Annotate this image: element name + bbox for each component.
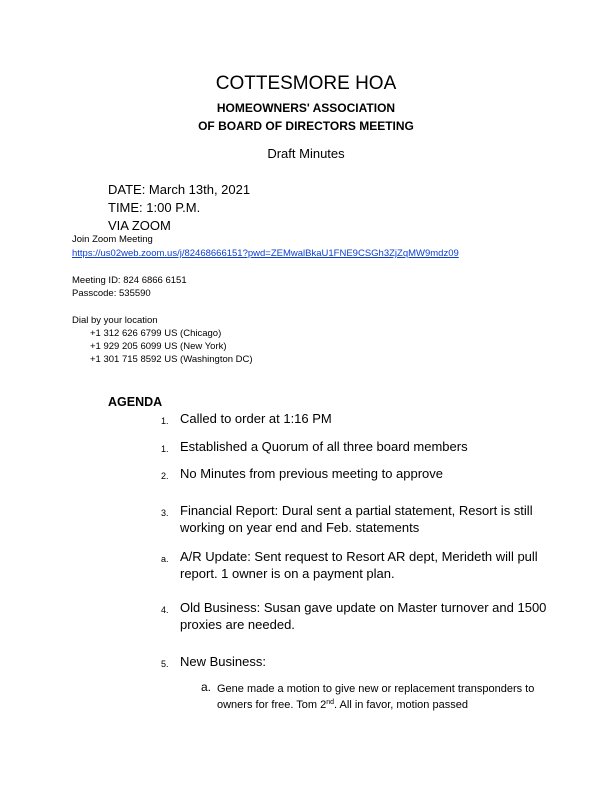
agenda-item-number: 1. <box>161 416 169 426</box>
dial-number: +1 312 626 6799 US (Chicago) <box>90 328 222 339</box>
sub-item-letter: a. <box>201 680 212 694</box>
agenda-item-number: 5. <box>161 659 169 669</box>
agenda-item-text: report. 1 owner is on a payment plan. <box>180 566 395 581</box>
agenda-item-number: 1. <box>161 444 169 454</box>
agenda-item-number: 3. <box>161 508 169 518</box>
meeting-id: Meeting ID: 824 6866 6151 <box>72 275 187 286</box>
agenda-item-text: No Minutes from previous meeting to approve <box>180 466 444 481</box>
draft-minutes-label: Draft Minutes <box>267 146 345 161</box>
agenda-item-number: 4. <box>161 605 169 615</box>
subtitle-line-1: HOMEOWNERS' ASSOCIATION <box>216 101 396 115</box>
agenda-item-text: New Business: <box>180 654 266 669</box>
sub-item-text <box>217 696 468 712</box>
zoom-link[interactable]: https://us02web.zoom.us/j/82468666151?pwd=ZEMwalBkaU1FNE9CSGh3ZjZqMW9mdz09 <box>72 248 459 259</box>
sub-item-text-part: owners for free. Tom 2 <box>217 699 327 711</box>
ordinal-suffix: nd <box>326 699 335 706</box>
agenda-item-text: A/R Update: Sent request to Resort AR dept, Merideth will pull <box>180 549 538 564</box>
agenda-item-text: proxies are needed. <box>180 617 295 632</box>
agenda-item-text: working on year end and Feb. statements <box>180 520 420 535</box>
agenda-item-number: 2. <box>161 471 169 481</box>
dial-number: +1 929 205 6099 US (New York) <box>90 341 227 352</box>
agenda-heading: AGENDA <box>108 395 163 409</box>
join-zoom-label: Join Zoom Meeting <box>72 234 153 245</box>
meeting-via: VIA ZOOM <box>108 218 171 233</box>
agenda-item-text: Established a Quorum of all three board members <box>180 439 468 454</box>
dial-number: +1 301 715 8592 US (Washington DC) <box>90 354 253 365</box>
sub-item-text-part: . All in favor, motion passed <box>334 699 468 711</box>
dial-label: Dial by your location <box>72 315 158 326</box>
passcode: Passcode: 535590 <box>72 288 151 299</box>
subtitle-line-2: OF BOARD OF DIRECTORS MEETING <box>198 119 414 133</box>
agenda-item-number: a. <box>161 554 169 564</box>
meeting-date: DATE: March 13th, 2021 <box>108 182 251 197</box>
agenda-item-text: Called to order at 1:16 PM <box>180 411 332 426</box>
sub-item-text: Gene made a motion to give new or replacement transponders to <box>217 683 535 695</box>
meeting-time: TIME: 1:00 P.M. <box>108 200 201 215</box>
agenda-item-text: Old Business: Susan gave update on Master turnover and 1500 <box>180 600 547 615</box>
document-title: COTTESMORE HOA <box>215 73 397 94</box>
agenda-item-text: Financial Report: Dural sent a partial statement, Resort is still <box>180 503 533 518</box>
